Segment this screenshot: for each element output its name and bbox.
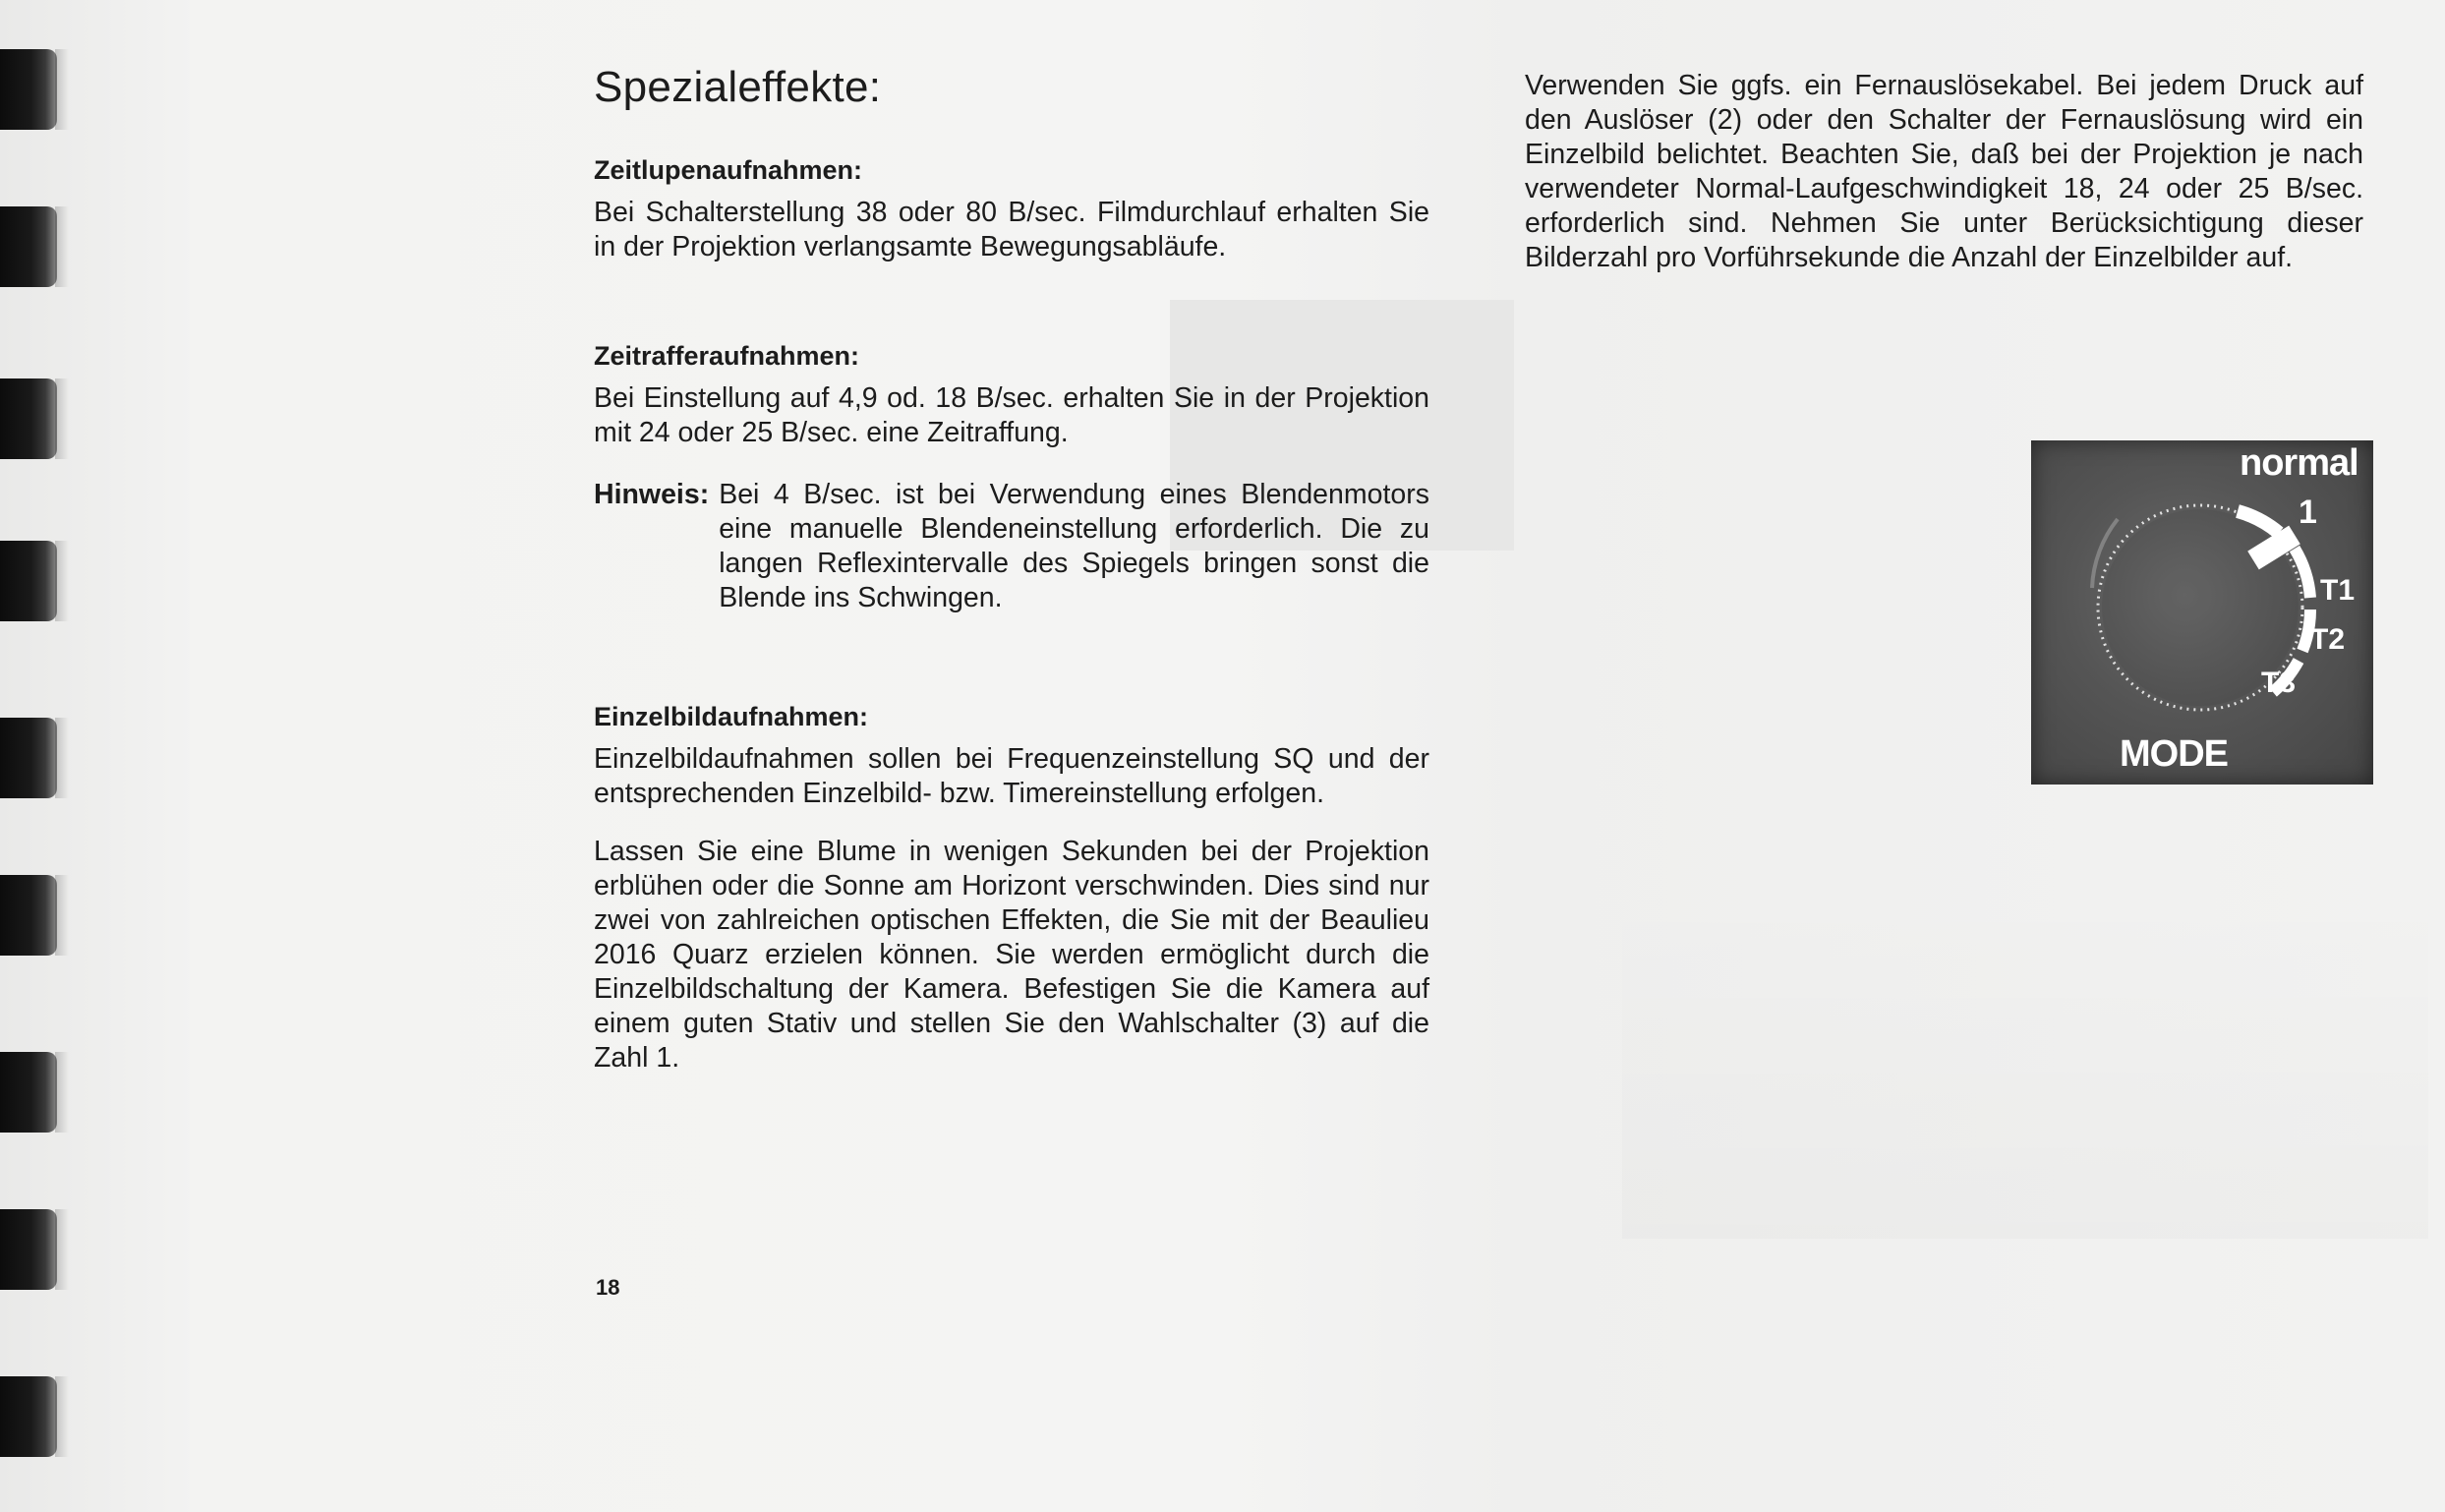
zeitraffer-section [594, 341, 1429, 450]
binding-ring-shadow [55, 206, 69, 287]
mode-dial-illustration [2031, 440, 2373, 785]
binding-ring [0, 1209, 57, 1290]
page-number: 18 [596, 1275, 620, 1300]
einzelbild-section [594, 702, 1429, 1076]
section-title: Spezialeffekte: [594, 63, 882, 111]
binding-ring [0, 541, 57, 621]
left-column [594, 63, 1429, 1076]
hinweis-text: Bei 4 B/sec. ist bei Verwendung eines Blendenmotors eine manuelle Blendeneinstellung erforderlich. Die zu langen Reflexintervalle des Spiegels bringen sonst die Blende ins Schwingen. [719, 479, 1429, 613]
binding-ring [0, 1376, 57, 1457]
dial-label-mode: MODE [2120, 733, 2228, 775]
binding-ring [0, 49, 57, 130]
binding-ring-shadow [55, 541, 69, 621]
zeitraffer-text: Bei Einstellung auf 4,9 od. 18 B/sec. erhalten Sie in der Projektion mit 24 oder 25 B/sec. eine Zeitraffung. [594, 382, 1429, 448]
binding-ring-shadow [55, 49, 69, 130]
right-text: Verwenden Sie ggfs. ein Fernauslösekabel. Bei jedem Druck auf den Auslöser (2) oder den Schalter der Fernauslösung wird ein Einzelbild belichtet. Beachten Sie, daß bei der Projektion je nach verwendeter Normal-Laufgeschwindigkeit 18, 24 oder 25 B/sec. erforderlich sind. Nehmen Sie unter Berücksichtigung dieser Bilderzahl pro Vorführsekunde die Anzahl der Einzelbilder auf. [1525, 70, 2363, 273]
spiral-binding [0, 39, 79, 1512]
binding-ring-shadow [55, 378, 69, 459]
binding-ring [0, 206, 57, 287]
dial-label-t2: T2 [2310, 623, 2346, 656]
right-column [1525, 69, 2363, 275]
hinweis-note [594, 478, 1429, 615]
einzelbild-text-2: Lassen Sie eine Blume in wenigen Sekunden bei der Projektion erblühen oder die Sonne am Horizont verschwinden. Dies sind nur zwei von zahlreichen optischen Effekten, die Sie mit der Beaulieu 2016 Quarz erzielen können. Sie werden ermöglicht durch die Einzelbildschaltung der Kamera. Befestigen Sie die Kamera auf einem guten Stativ und stellen Sie den Wahlschalter (3) auf die Zahl 1. [594, 836, 1429, 1074]
zeitlupe-heading: Zeitlupenaufnahmen: [594, 155, 863, 185]
binding-ring [0, 1052, 57, 1133]
dial-label-1: 1 [2299, 494, 2317, 531]
dial-label-normal: normal [2240, 442, 2358, 484]
binding-ring-shadow [55, 1209, 69, 1290]
binding-ring-shadow [55, 1052, 69, 1133]
binding-ring-shadow [55, 718, 69, 798]
einzelbild-text-1: Einzelbildaufnahmen sollen bei Frequenzeinstellung SQ und der entsprechenden Einzelbild- bzw. Timereinstellung erfolgen. [594, 743, 1429, 809]
binding-ring-shadow [55, 875, 69, 956]
binding-ring [0, 718, 57, 798]
einzelbild-heading: Einzelbildaufnahmen: [594, 702, 869, 731]
binding-ring [0, 378, 57, 459]
binding-ring [0, 875, 57, 956]
zeitlupe-text: Bei Schalterstellung 38 oder 80 B/sec. Filmdurchlauf erhalten Sie in der Projektion verlangsamte Bewegungsabläufe. [594, 197, 1429, 262]
zeitlupe-section [594, 155, 1429, 264]
dial-label-t1: T1 [2320, 574, 2356, 607]
binding-ring-shadow [55, 1376, 69, 1457]
show-through-block [1622, 885, 2428, 1239]
dial-label-t3: T3 [2261, 667, 2297, 699]
hinweis-label: Hinweis: [594, 479, 710, 510]
zeitraffer-heading: Zeitrafferaufnahmen: [594, 341, 860, 371]
